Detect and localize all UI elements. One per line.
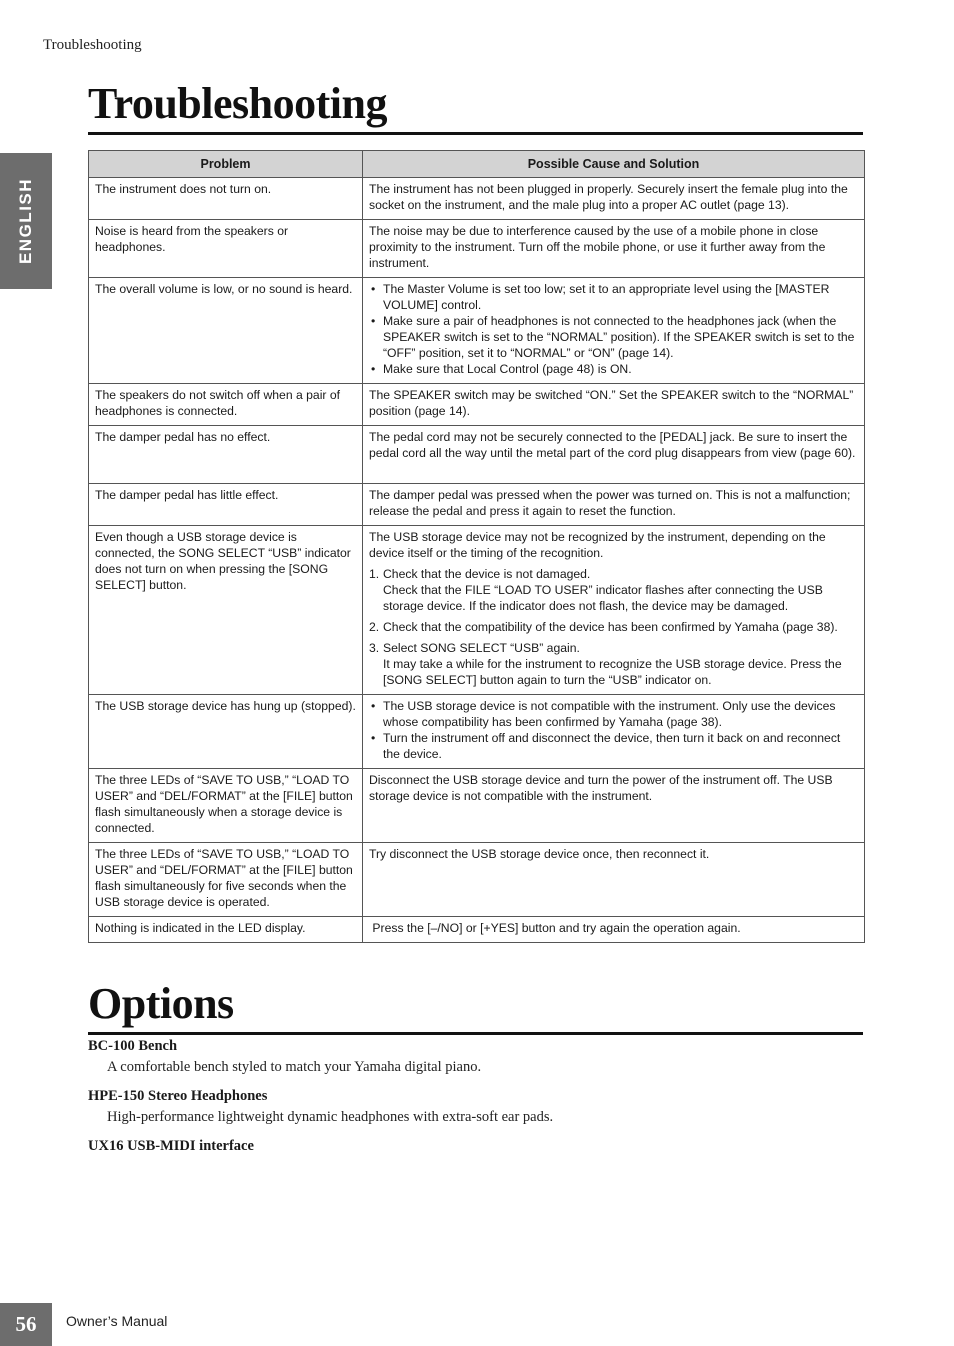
page-number: 56: [15, 1312, 37, 1336]
step-detail: It may take a while for the instrument to recognize the USB storage device. Press the [SONG SELECT] button again to turn the “USB” indicator on.: [383, 657, 842, 687]
solution-cell: The instrument has not been plugged in properly. Securely insert the female plug into the socket on the instrument, and the male plug into a proper AC outlet (page 13).: [363, 178, 865, 220]
table-row: [89, 384, 865, 426]
problem-cell: The overall volume is low, or no sound is heard.: [89, 278, 363, 384]
problem-cell: The three LEDs of “SAVE TO USB,” “LOAD TO USER” and “DEL/FORMAT” at the [FILE] button flash simultaneously for five seconds when the USB storage device is operated.: [89, 843, 363, 917]
troubleshooting-title: Troubleshooting: [88, 80, 863, 135]
problem-cell: The instrument does not turn on.: [89, 178, 363, 220]
solution-cell: The noise may be due to interference caused by the use of a mobile phone in close proximity to the instrument. Turn off the mobile phone, or use it further away from the instrument.: [363, 220, 865, 278]
problem-cell: Nothing is indicated in the LED display.: [89, 917, 363, 943]
table-row: [89, 695, 865, 769]
list-item: [369, 640, 858, 688]
table-row: [89, 917, 865, 943]
solution-cell: [363, 278, 865, 384]
list-item: • Make sure a pair of headphones is not connected to the headphones jack (when the SPEAKER switch is set to the “NORMAL” position). If the SPEAKER switch is set to the “OFF” position, set it to “NORMAL” or “ON” (page 14).: [369, 313, 858, 361]
language-tab: [0, 153, 52, 289]
step-text: Check that the device is not damaged.: [383, 567, 591, 581]
solution-cell: [363, 695, 865, 769]
solution-cell: The damper pedal was pressed when the power was turned on. This is not a malfunction; release the pedal and press it again to reset the function.: [363, 484, 865, 526]
solution-intro: The USB storage device may not be recognized by the instrument, depending on the device itself or the timing of the recognition.: [369, 530, 826, 560]
running-head: Troubleshooting: [43, 37, 142, 53]
step-number: 1.: [369, 567, 380, 581]
troubleshooting-table: [88, 150, 865, 943]
problem-cell: The damper pedal has no effect.: [89, 426, 363, 484]
list-item: [369, 566, 858, 614]
solution-bullet-list: [369, 698, 858, 762]
table-row: [89, 220, 865, 278]
solution-cell: Try disconnect the USB storage device once, then reconnect it.: [363, 843, 865, 917]
option-name: UX16 USB-MIDI interface: [88, 1138, 254, 1154]
table-row: [89, 843, 865, 917]
option-description: A comfortable bench styled to match your Yamaha digital piano.: [107, 1059, 482, 1075]
table-row: [89, 426, 865, 484]
column-header-solution: Possible Cause and Solution: [363, 151, 865, 178]
table-row: [89, 769, 865, 843]
list-item: • Make sure that Local Control (page 48) is ON.: [369, 361, 858, 377]
options-title: Options: [88, 980, 863, 1035]
step-detail: Check that the FILE “LOAD TO USER” indicator flashes after connecting the USB storage device. If the indicator does not flash, the device may be damaged.: [383, 583, 823, 613]
column-header-problem: Problem: [89, 151, 363, 178]
language-tab-label: ENGLISH: [16, 177, 35, 265]
solution-cell: The SPEAKER switch may be switched “ON.” Set the SPEAKER switch to the “NORMAL” position (page 14).: [363, 384, 865, 426]
problem-cell: The damper pedal has little effect.: [89, 484, 363, 526]
option-description: High-performance lightweight dynamic headphones with extra-soft ear pads.: [107, 1109, 554, 1125]
problem-cell: The three LEDs of “SAVE TO USB,” “LOAD TO USER” and “DEL/FORMAT” at the [FILE] button flash simultaneously when a storage device is connected.: [89, 769, 363, 843]
footer-label: Owner’s Manual: [66, 1313, 168, 1329]
table-row: [89, 178, 865, 220]
problem-cell: Even though a USB storage device is connected, the SONG SELECT “USB” indicator does not turn on when pressing the [SONG SELECT] button.: [89, 526, 363, 695]
list-item: • The USB storage device is not compatible with the instrument. Only use the devices whose compatibility has been confirmed by Yamaha (page 38).: [369, 698, 858, 730]
list-item: [369, 619, 858, 635]
step-text: Select SONG SELECT “USB” again.: [383, 641, 580, 655]
step-number: 3.: [369, 641, 380, 655]
page-number-box: [0, 1303, 52, 1346]
list-item: • The Master Volume is set too low; set it to an appropriate level using the [MASTER VOLUME] control.: [369, 281, 858, 313]
table-row: [89, 278, 865, 384]
list-item: • Turn the instrument off and disconnect the device, then turn it back on and reconnect the device.: [369, 730, 858, 762]
table-row: [89, 526, 865, 695]
option-name: HPE-150 Stereo Headphones: [88, 1088, 268, 1104]
problem-cell: Noise is heard from the speakers or headphones.: [89, 220, 363, 278]
table-row: [89, 484, 865, 526]
option-name: BC-100 Bench: [88, 1038, 178, 1054]
solution-cell: Disconnect the USB storage device and turn the power of the instrument off. The USB storage device is not compatible with the instrument.: [363, 769, 865, 843]
options-list: [88, 1037, 864, 1155]
solution-cell: The pedal cord may not be securely connected to the [PEDAL] jack. Be sure to insert the pedal cord all the way until the metal part of the cord plug disappears from view (page 60).: [363, 426, 865, 484]
problem-cell: The USB storage device has hung up (stopped).: [89, 695, 363, 769]
step-text: Check that the compatibility of the device has been confirmed by Yamaha (page 38).: [383, 620, 838, 634]
solution-cell: Press the [–/NO] or [+YES] button and try again the operation again.: [363, 917, 865, 943]
solution-cell: [363, 526, 865, 695]
step-number: 2.: [369, 620, 380, 634]
problem-cell: The speakers do not switch off when a pair of headphones is connected.: [89, 384, 363, 426]
solution-bullet-list: [369, 281, 858, 377]
table-header-row: [89, 151, 865, 178]
